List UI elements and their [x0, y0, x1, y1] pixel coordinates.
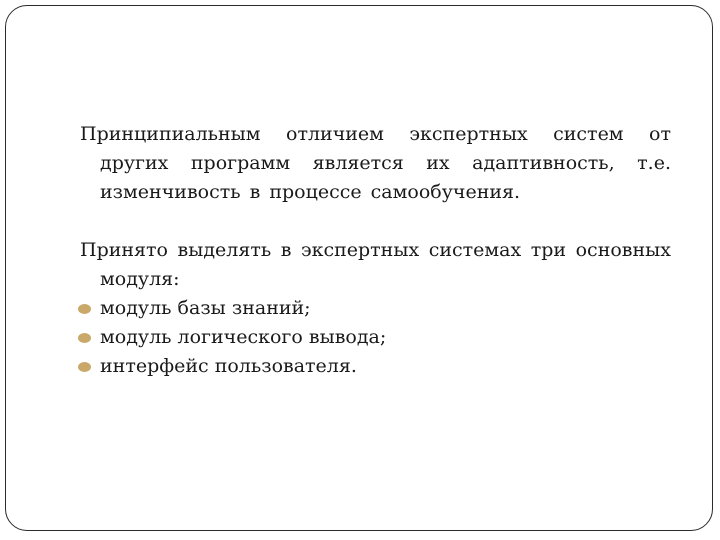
- bullet-dot-icon: [78, 333, 91, 343]
- list-item-text: модуль базы знаний;: [100, 297, 311, 319]
- list-item-text: интерфейс пользователя.: [100, 355, 357, 377]
- list-item: [80, 352, 671, 381]
- paragraph-modules-intro: Принято выделять в экспертных системах три основных модуля:: [80, 239, 671, 290]
- bullet-dot-icon: [78, 304, 91, 314]
- list-item: [80, 323, 671, 352]
- list-item: [80, 294, 671, 323]
- list-item-text: модуль логического вывода;: [100, 326, 387, 348]
- slide-content: [80, 120, 671, 381]
- bullet-dot-icon: [78, 362, 91, 372]
- paragraph-adaptivity: Принципиальным отличием экспертных систем от других программ является их адаптивность, т.е. изменчивость в процессе самообучения.: [80, 123, 671, 203]
- modules-list: [60, 294, 671, 381]
